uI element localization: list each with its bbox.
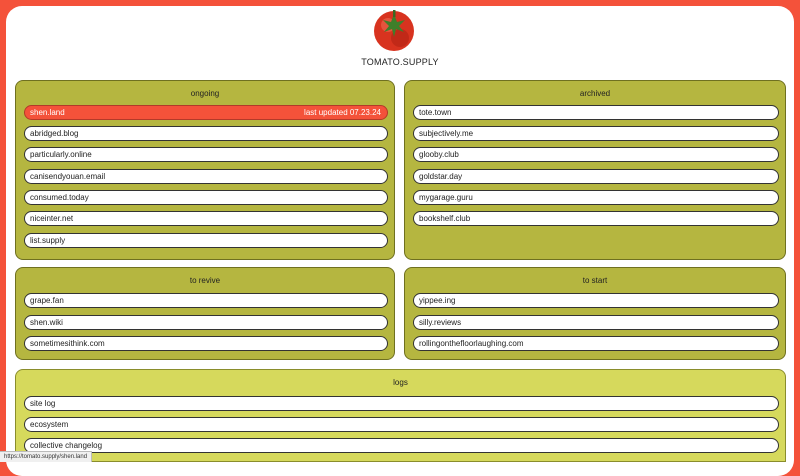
- tomato-logo-icon[interactable]: [372, 8, 416, 52]
- last-updated-label: last updated 07.23.24: [304, 108, 381, 117]
- panel-title-logs: logs: [393, 378, 408, 387]
- panel-title-to-revive: to revive: [189, 276, 221, 285]
- site-link-goldstar-day[interactable]: goldstar.day: [413, 169, 779, 184]
- site-link-abridged-blog[interactable]: abridged.blog: [24, 126, 388, 141]
- site-link-tote-town[interactable]: tote.town: [413, 105, 779, 120]
- site-title: TOMATO.SUPPLY: [361, 57, 439, 67]
- log-link-ecosystem[interactable]: ecosystem: [24, 417, 779, 432]
- panel-to-start: [404, 267, 786, 360]
- site-link-rollingonthefloorlaughing-com[interactable]: rollingonthefloorlaughing.com: [413, 336, 779, 351]
- panel-archived: [404, 80, 786, 260]
- log-link-site-log[interactable]: site log: [24, 396, 779, 411]
- site-link-silly-reviews[interactable]: silly.reviews: [413, 315, 779, 330]
- site-link-canisendyouan-email[interactable]: canisendyouan.email: [24, 169, 388, 184]
- browser-status-bar: https://tomato.supply/shen.land: [0, 451, 92, 462]
- log-link-collective-changelog[interactable]: collective changelog: [24, 438, 779, 453]
- site-link-grape-fan[interactable]: grape.fan: [24, 293, 388, 308]
- site-link-mygarage-guru[interactable]: mygarage.guru: [413, 190, 779, 205]
- panel-title-archived: archived: [579, 89, 611, 98]
- panel-title-to-start: to start: [582, 276, 608, 285]
- panel-logs: [15, 369, 786, 462]
- panel-title-ongoing: ongoing: [190, 89, 220, 98]
- site-link-shen-wiki[interactable]: shen.wiki: [24, 315, 388, 330]
- site-link-sometimesithink-com[interactable]: sometimesithink.com: [24, 336, 388, 351]
- site-link-subjectively-me[interactable]: subjectively.me: [413, 126, 779, 141]
- site-link-glooby-club[interactable]: glooby.club: [413, 147, 779, 162]
- panel-ongoing: [15, 80, 395, 260]
- site-link-label: shen.land: [30, 108, 65, 117]
- site-link-particularly-online[interactable]: particularly.online: [24, 147, 388, 162]
- panel-to-revive: [15, 267, 395, 360]
- site-link-consumed-today[interactable]: consumed.today: [24, 190, 388, 205]
- site-link-niceinter-net[interactable]: niceinter.net: [24, 211, 388, 226]
- site-link-bookshelf-club[interactable]: bookshelf.club: [413, 211, 779, 226]
- site-link-yippee-ing[interactable]: yippee.ing: [413, 293, 779, 308]
- site-link-list-supply[interactable]: list.supply: [24, 233, 388, 248]
- site-link-shen-land[interactable]: [24, 105, 388, 120]
